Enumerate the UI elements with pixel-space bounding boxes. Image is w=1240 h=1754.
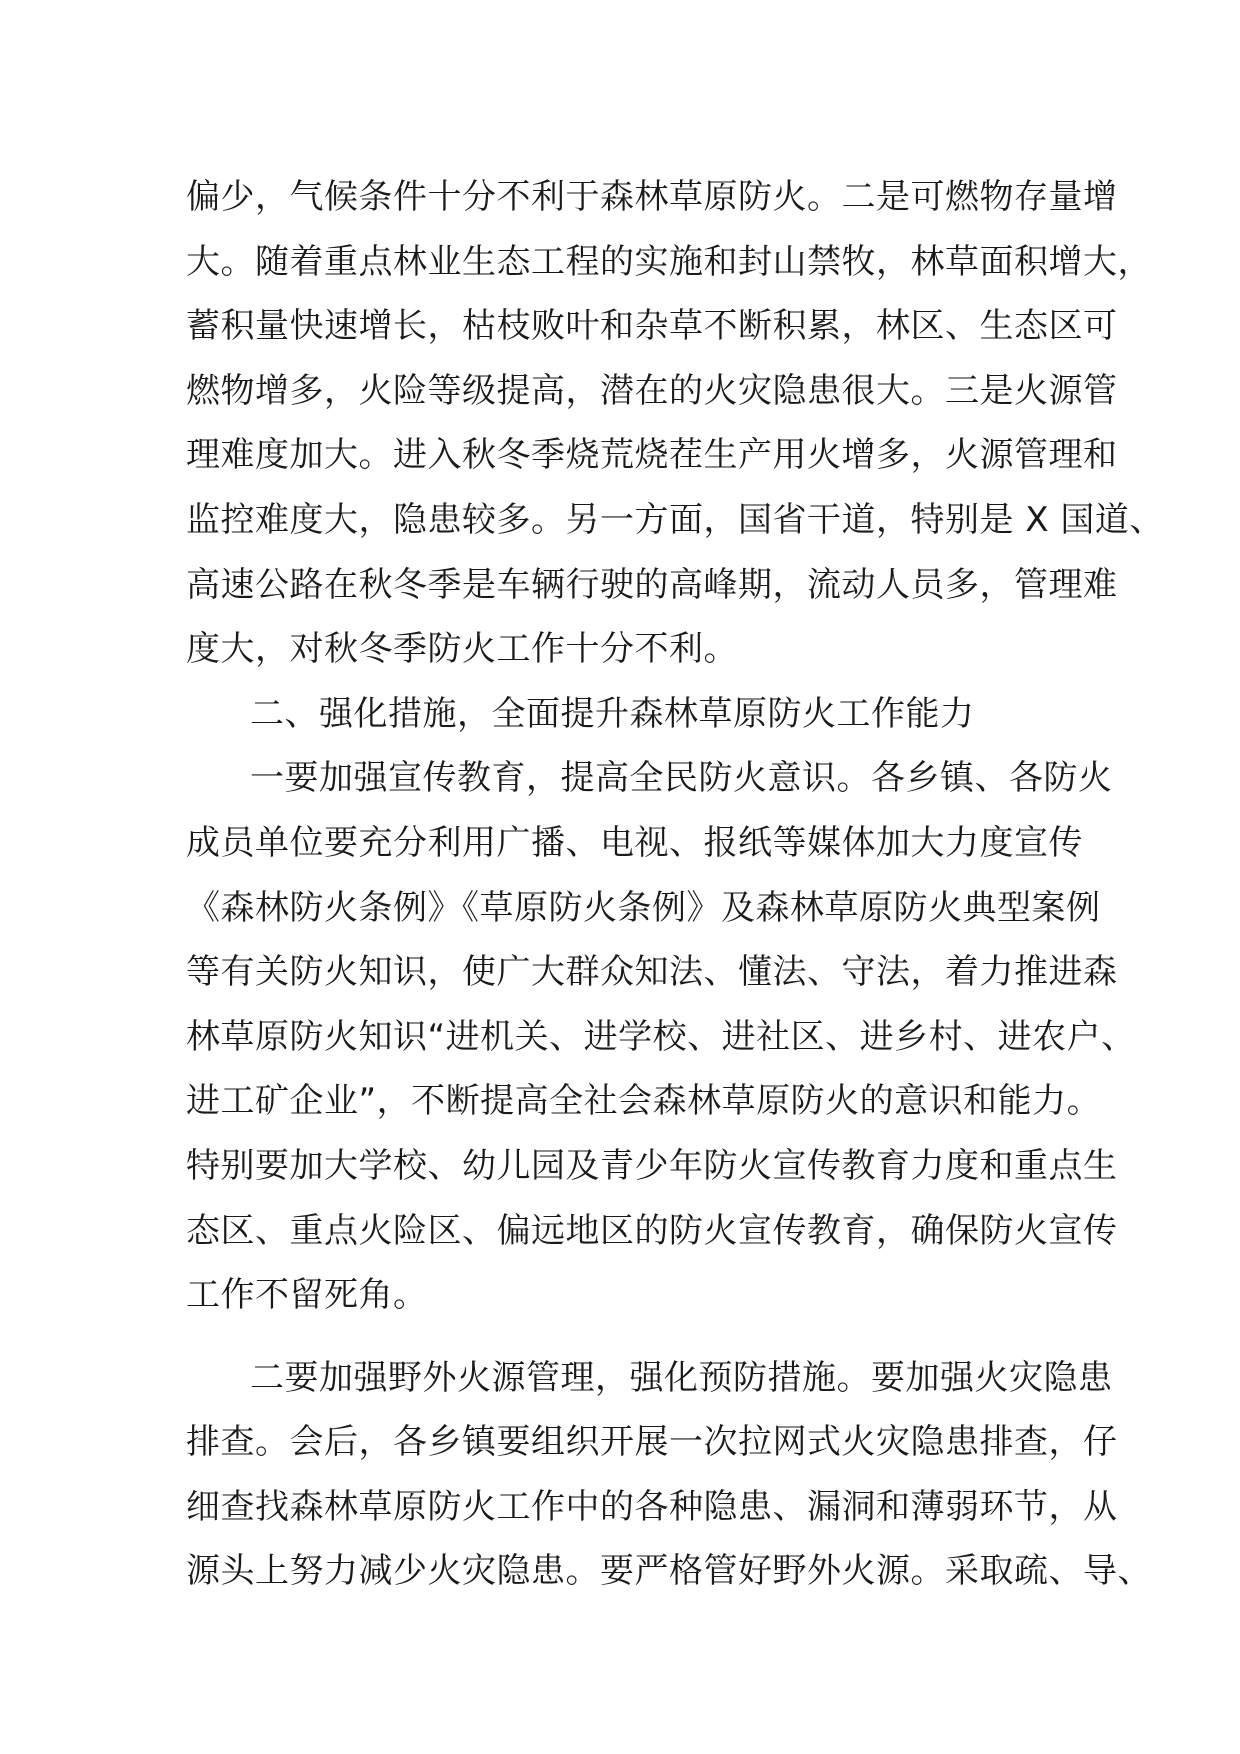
text-line: 工作不留死角。 [186, 1275, 428, 1316]
text-line: 进工矿企业”，不断提高全社会森林草原防火的意识和能力。 [186, 1081, 1102, 1122]
text-line: 《森林防火条例》《草原防火条例》及森林草原防火典型案例 [186, 887, 1101, 928]
text-line: 林草原防火知识“进机关、进学校、进社区、进乡村、进农户、 [186, 1016, 1136, 1057]
section-heading: 二、强化措施，全面提升森林草原防火工作能力 [250, 693, 975, 734]
text-line: 等有关防火知识，使广大群众知法、懂法、守法，着力推进森 [186, 952, 1118, 993]
text-line: 燃物增多，火险等级提高，潜在的火灾隐患很大。三是火源管 [186, 370, 1118, 411]
text-line: 高速公路在秋冬季是车辆行驶的高峰期，流动人员多，管理难 [186, 564, 1118, 605]
paragraph-gap [186, 1328, 1066, 1346]
text-line: 细查找森林草原防火工作中的各种隐患、漏洞和薄弱环节，从 [186, 1486, 1118, 1527]
text-line: 特别要加大学校、幼儿园及青少年防火宣传教育力度和重点生 [186, 1145, 1118, 1186]
text-line: 监控难度大，隐患较多。另一方面，国省干道，特别是 X 国道、 [186, 499, 1164, 540]
text-line: 偏少，气候条件十分不利于森林草原防火。二是可燃物存量增 [186, 177, 1118, 217]
text-line: 度大，对秋冬季防火工作十分不利。 [186, 629, 738, 670]
text-line: 态区、重点火险区、偏远地区的防火宣传教育，确保防火宣传 [186, 1210, 1118, 1251]
text-line: 成员单位要充分利用广播、电视、报纸等媒体加大力度宣传 [186, 822, 1083, 863]
text-line: 源头上努力减少火灾隐患。要严格管好野外火源。采取疏、导、 [186, 1551, 1152, 1592]
text-line: 大。随着重点林业生态工程的实施和封山禁牧，林草面积增大， [186, 241, 1152, 282]
document-body [186, 165, 1164, 1604]
text-line: 排查。会后，各乡镇要组织开展一次拉网式火灾隐患排查，仔 [186, 1422, 1118, 1463]
paragraph-first-line: 二要加强野外火源管理，强化预防措施。要加强火灾隐患 [250, 1357, 1113, 1398]
paragraph-first-line: 一要加强宣传教育，提高全民防火意识。各乡镇、各防火 [250, 758, 1113, 799]
text-line: 蓄积量快速增长，枯枝败叶和杂草不断积累，林区、生态区可 [186, 306, 1118, 347]
text-line: 理难度加大。进入秋冬季烧荒烧茬生产用火增多，火源管理和 [186, 435, 1118, 476]
